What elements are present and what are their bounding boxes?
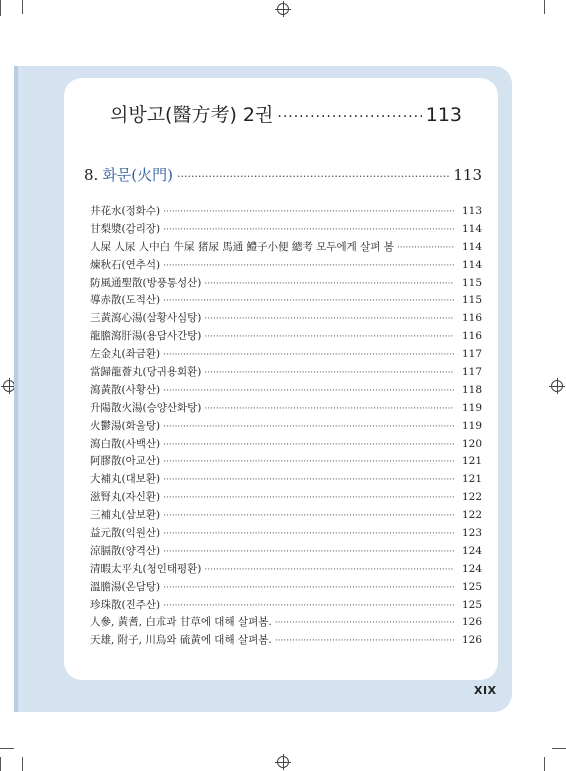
entry-page-number: 119 (461, 401, 482, 414)
toc-entry[interactable] (90, 328, 482, 346)
crop-mark (22, 757, 23, 771)
leader-dots (204, 368, 454, 378)
entry-page-number: 126 (461, 616, 482, 629)
entry-title: 滋腎丸(자신환) (90, 491, 161, 504)
entry-page-number: 123 (461, 527, 482, 540)
entry-page-number: 120 (461, 437, 482, 450)
entry-title: 甘梨漿(감리장) (90, 222, 161, 235)
leader-dots (163, 493, 454, 503)
entry-title: 阿膠散(아교산) (90, 455, 161, 468)
entry-title: 珍珠散(진주산) (90, 598, 161, 611)
entry-page-number: 116 (461, 330, 482, 343)
entry-page-number: 126 (461, 634, 482, 647)
entry-page-number: 114 (461, 222, 482, 235)
toc-entry[interactable] (90, 632, 482, 650)
leader-dots (204, 404, 454, 414)
toc-entry[interactable] (90, 257, 482, 275)
crop-mark (0, 757, 1, 771)
toc-entry[interactable] (90, 525, 482, 543)
leader-dots (163, 457, 454, 467)
chapter-number: 8. (84, 166, 99, 184)
crop-mark (544, 757, 545, 771)
entry-title: 天雄, 附子, 川烏와 硫黃에 대해 살펴봄. (90, 634, 272, 647)
toc-entry[interactable] (90, 400, 482, 418)
toc-entry-list (90, 203, 482, 650)
entry-title: 三補丸(삼보환) (90, 509, 161, 522)
toc-entry[interactable] (90, 507, 482, 525)
leader-dots (163, 386, 454, 396)
entry-page-number: 122 (461, 509, 482, 522)
entry-page-number: 114 (461, 240, 482, 253)
toc-entry[interactable] (90, 489, 482, 507)
toc-entry[interactable] (90, 561, 482, 579)
entry-page-number: 117 (461, 348, 482, 361)
toc-entry[interactable] (90, 471, 482, 489)
registration-mark-icon (277, 756, 289, 768)
leader-dots (204, 279, 454, 289)
leader-dots (204, 332, 454, 342)
entry-page-number: 121 (461, 455, 482, 468)
leader-dots (163, 583, 454, 593)
entry-title: 人參, 黃耆, 白朮과 甘草에 대해 살펴봄. (90, 616, 272, 629)
leader-dots (163, 529, 454, 539)
crop-mark (0, 0, 1, 16)
entry-page-number: 114 (461, 258, 482, 271)
entry-title: 火鬱湯(화울탕) (90, 419, 161, 432)
entry-page-number: 125 (461, 580, 482, 593)
toc-entry[interactable] (90, 346, 482, 364)
entry-page-number: 122 (461, 491, 482, 504)
crop-mark (552, 748, 566, 749)
toc-entry[interactable] (90, 203, 482, 221)
leader-dots (177, 170, 449, 183)
toc-entry[interactable] (90, 364, 482, 382)
entry-page-number: 116 (461, 312, 482, 325)
leader-dots (163, 207, 454, 217)
toc-entry[interactable] (90, 614, 482, 632)
toc-entry[interactable] (90, 579, 482, 597)
toc-entry[interactable] (90, 436, 482, 454)
leader-dots (163, 296, 454, 306)
toc-entry[interactable] (90, 597, 482, 615)
entry-title: 防風通聖散(방풍통성산) (90, 276, 202, 289)
toc-entry[interactable] (90, 382, 482, 400)
leader-dots (163, 350, 454, 360)
toc-part-heading[interactable] (110, 100, 462, 127)
leader-dots (397, 243, 454, 253)
entry-title: 煉秋石(연추석) (90, 258, 161, 271)
toc-entry[interactable] (90, 310, 482, 328)
part-title: 의방고(醫方考) 2권 (110, 104, 274, 126)
toc-chapter-heading[interactable] (84, 164, 482, 185)
part-page-number: 113 (425, 104, 462, 126)
entry-title: 左金丸(좌금환) (90, 348, 161, 361)
entry-title: 益元散(익원산) (90, 527, 161, 540)
toc-entry[interactable] (90, 239, 482, 257)
toc-entry[interactable] (90, 418, 482, 436)
entry-page-number: 124 (461, 562, 482, 575)
toc-entry[interactable] (90, 453, 482, 471)
toc-entry[interactable] (90, 221, 482, 239)
registration-mark-icon (277, 3, 289, 15)
leader-dots (277, 109, 421, 125)
entry-page-number: 118 (461, 383, 482, 396)
entry-title: 瀉白散(사백산) (90, 437, 161, 450)
leader-dots (163, 422, 454, 432)
entry-title: 人屎 人尿 人中白 牛屎 猪尿 馬通 鱧子小便 總考 모두에게 살펴 봄 (90, 240, 394, 253)
entry-page-number: 124 (461, 544, 482, 557)
folio-page-number: XIX (474, 684, 497, 697)
leader-dots (163, 601, 454, 611)
chapter-title: 화문(火門) (102, 166, 173, 184)
entry-page-number: 117 (461, 366, 482, 379)
entry-title: 三黃瀉心湯(삼황사심탕) (90, 312, 202, 325)
entry-page-number: 115 (461, 276, 482, 289)
leader-dots (163, 440, 454, 450)
entry-title: 清暇太平丸(청인태평환) (90, 562, 202, 575)
entry-title: 溫膽湯(온담탕) (90, 580, 161, 593)
chapter-page-number: 113 (453, 166, 482, 184)
page-frame-edge (14, 66, 18, 712)
entry-title: 導赤散(도적산) (90, 294, 161, 307)
toc-entry[interactable] (90, 292, 482, 310)
entry-title: 大補丸(대보환) (90, 473, 161, 486)
entry-page-number: 125 (461, 598, 482, 611)
entry-title: 當歸龍薈丸(당귀용회환) (90, 366, 202, 379)
crop-mark (22, 0, 23, 14)
leader-dots (275, 636, 454, 646)
registration-mark-icon (551, 380, 563, 392)
leader-dots (163, 225, 454, 235)
crop-mark (0, 748, 14, 749)
leader-dots (163, 547, 454, 557)
entry-page-number: 121 (461, 473, 482, 486)
entry-title: 龍膽瀉肝湯(용담사간탕) (90, 330, 202, 343)
leader-dots (163, 475, 454, 485)
toc-entry[interactable] (90, 543, 482, 561)
entry-title: 升陽散火湯(승양산화탕) (90, 401, 202, 414)
entry-title: 涼膈散(양격산) (90, 544, 161, 557)
leader-dots (275, 618, 454, 628)
entry-page-number: 113 (461, 205, 482, 217)
leader-dots (163, 511, 454, 521)
entry-title: 井花水(정화수) (90, 205, 161, 217)
crop-mark (544, 0, 545, 14)
entry-title: 瀉黃散(사황산) (90, 383, 161, 396)
leader-dots (204, 565, 454, 575)
toc-entry[interactable] (90, 275, 482, 293)
entry-page-number: 119 (461, 419, 482, 432)
entry-page-number: 115 (461, 294, 482, 307)
leader-dots (204, 314, 454, 324)
leader-dots (163, 261, 454, 271)
